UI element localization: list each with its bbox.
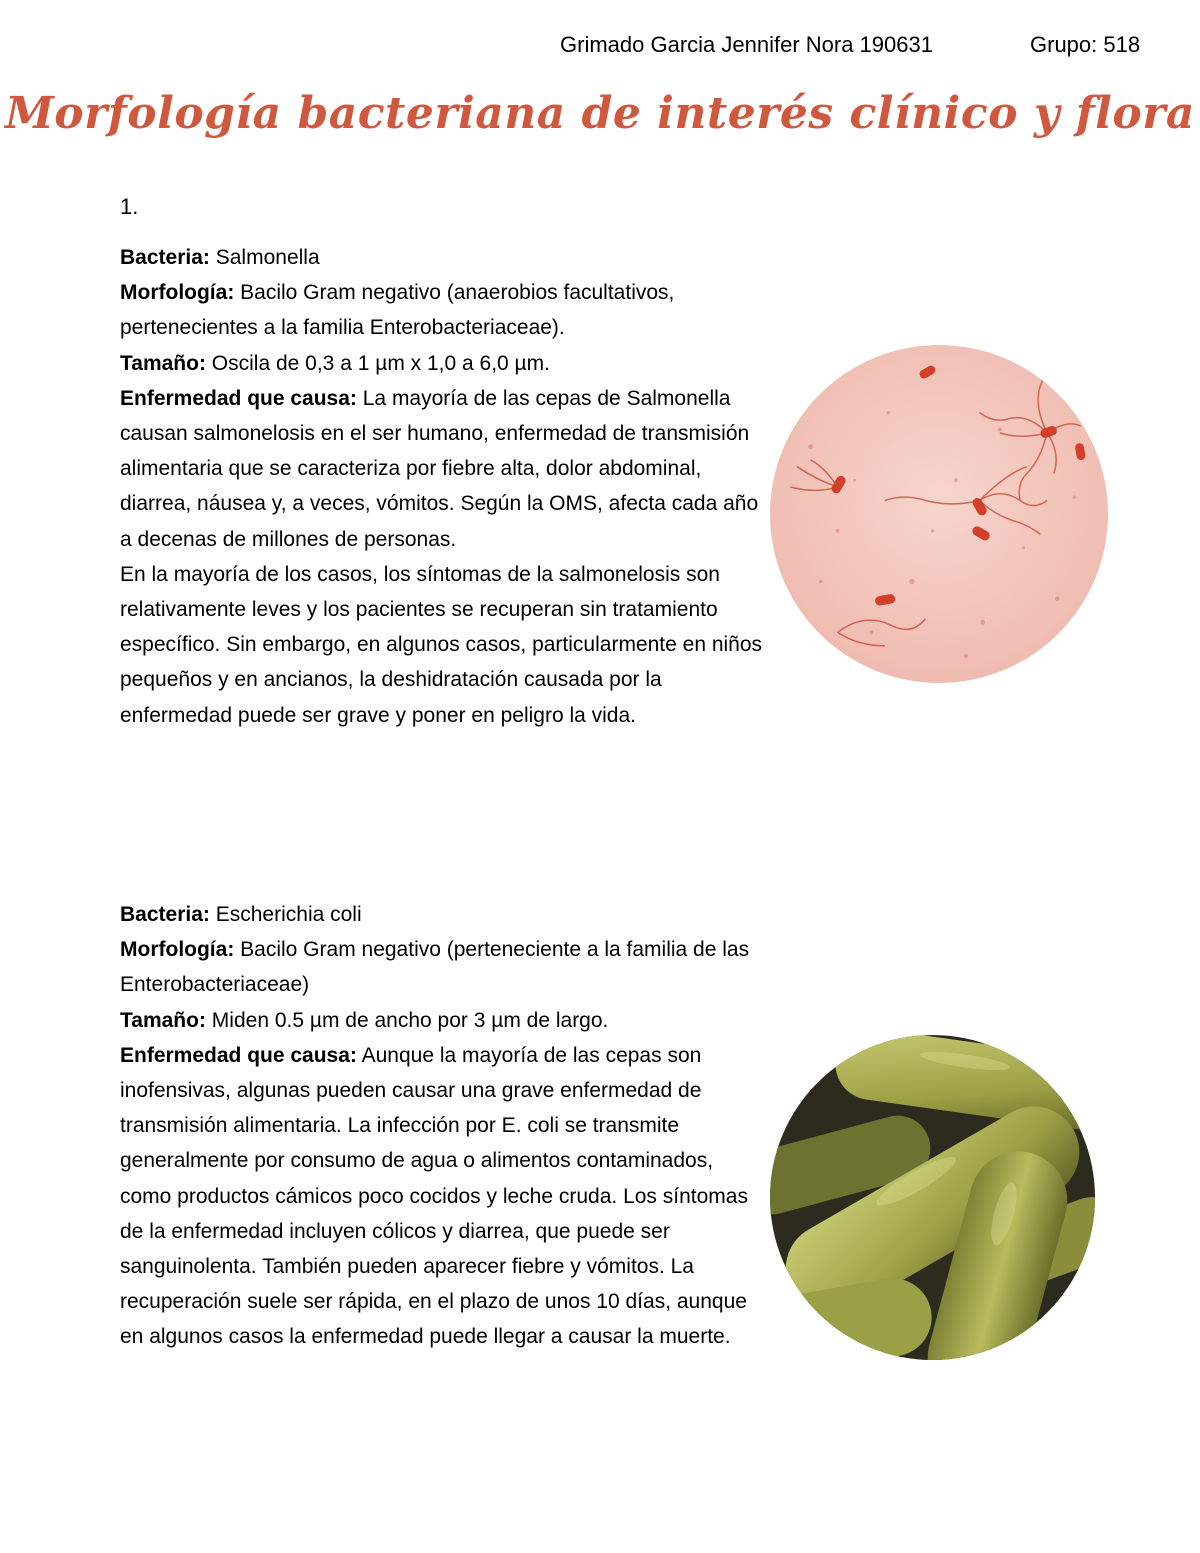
ecoli-micrograph-image [770, 1035, 1095, 1360]
morphology-value: Bacilo Gram negativo (perteneciente a la familia de las Enterobacteriaceae) [120, 938, 750, 997]
disease-value: La mayoría de las cepas de Salmonella causan salmonelosis en el ser humano, enfermedad de transmisión alimentaria que se caracteriza por fiebre alta, dolor abdominal, diarrea, náusea y, a veces, vómitos. Según la OMS, afecta cada año a decenas de millones de personas. [120, 386, 759, 551]
morphology-label: Morfología: [120, 281, 235, 305]
bacteria-value: Escherichia coli [215, 903, 362, 926]
header-group: Grupo: 518 [1030, 32, 1141, 57]
entry-ecoli [120, 897, 770, 1355]
bacteria-line [120, 240, 770, 275]
disease-label: Enfermedad que causa: [120, 1043, 357, 1067]
bacteria-value: Salmonella [215, 246, 320, 269]
size-line [120, 346, 770, 381]
size-value: Oscila de 0,3 a 1 µm x 1,0 a 6,0 µm. [211, 351, 550, 375]
entry-salmonella [120, 240, 770, 733]
morphology-value: Bacilo Gram negativo (anaerobios facultativos, pertenecientes a la familia Enterobacteriaceae). [120, 281, 675, 340]
size-label: Tamaño: [120, 351, 206, 375]
size-label: Tamaño: [120, 1008, 206, 1032]
disease-line [120, 381, 770, 557]
bacteria-label: Bacteria: [120, 903, 210, 926]
salmonella-micrograph-image [770, 345, 1108, 683]
morphology-label: Morfología: [120, 938, 235, 962]
bacteria-label: Bacteria: [120, 246, 210, 269]
disease-value: Aunque la mayoría de las cepas son inofensivas, algunas pueden causar una grave enfermedad de transmisión alimentaria. La infección por E. coli se transmite generalmente por consumo de agua o alimentos contaminados, como productos cámicos poco cocidos y leche cruda. Los síntomas de la enfermedad incluyen cólicos y diarrea, que puede ser sanguinolenta. También pueden aparecer fiebre y vómitos. La recuperación suele ser rápida, en el plazo de unos 10 días, aunque en algunos casos la enfermedad puede llegar a causar la muerte. [120, 1043, 748, 1349]
page-title: Morfología bacteriana de interés clínico y flora [5, 88, 1195, 139]
bacteria-line [120, 897, 770, 932]
extra-paragraph: En la mayoría de los casos, los síntomas de la salmonelosis son relativamente leves y los pacientes se recuperan sin tratamiento específico. Sin embargo, en algunos casos, particularmente en niños pequeños y en ancianos, la deshidratación causada por la enfermedad puede ser grave y poner en peligro la vida. [120, 562, 763, 727]
size-value: Miden 0.5 µm de ancho por 3 µm de largo. [211, 1008, 609, 1032]
morphology-line [120, 932, 770, 1002]
section-number: 1. [120, 194, 139, 219]
disease-label: Enfermedad que causa: [120, 386, 357, 410]
morphology-line [120, 275, 770, 345]
disease-line [120, 1038, 770, 1355]
header-author: Grimado Garcia Jennifer Nora 190631 [560, 32, 933, 57]
size-line [120, 1003, 770, 1038]
